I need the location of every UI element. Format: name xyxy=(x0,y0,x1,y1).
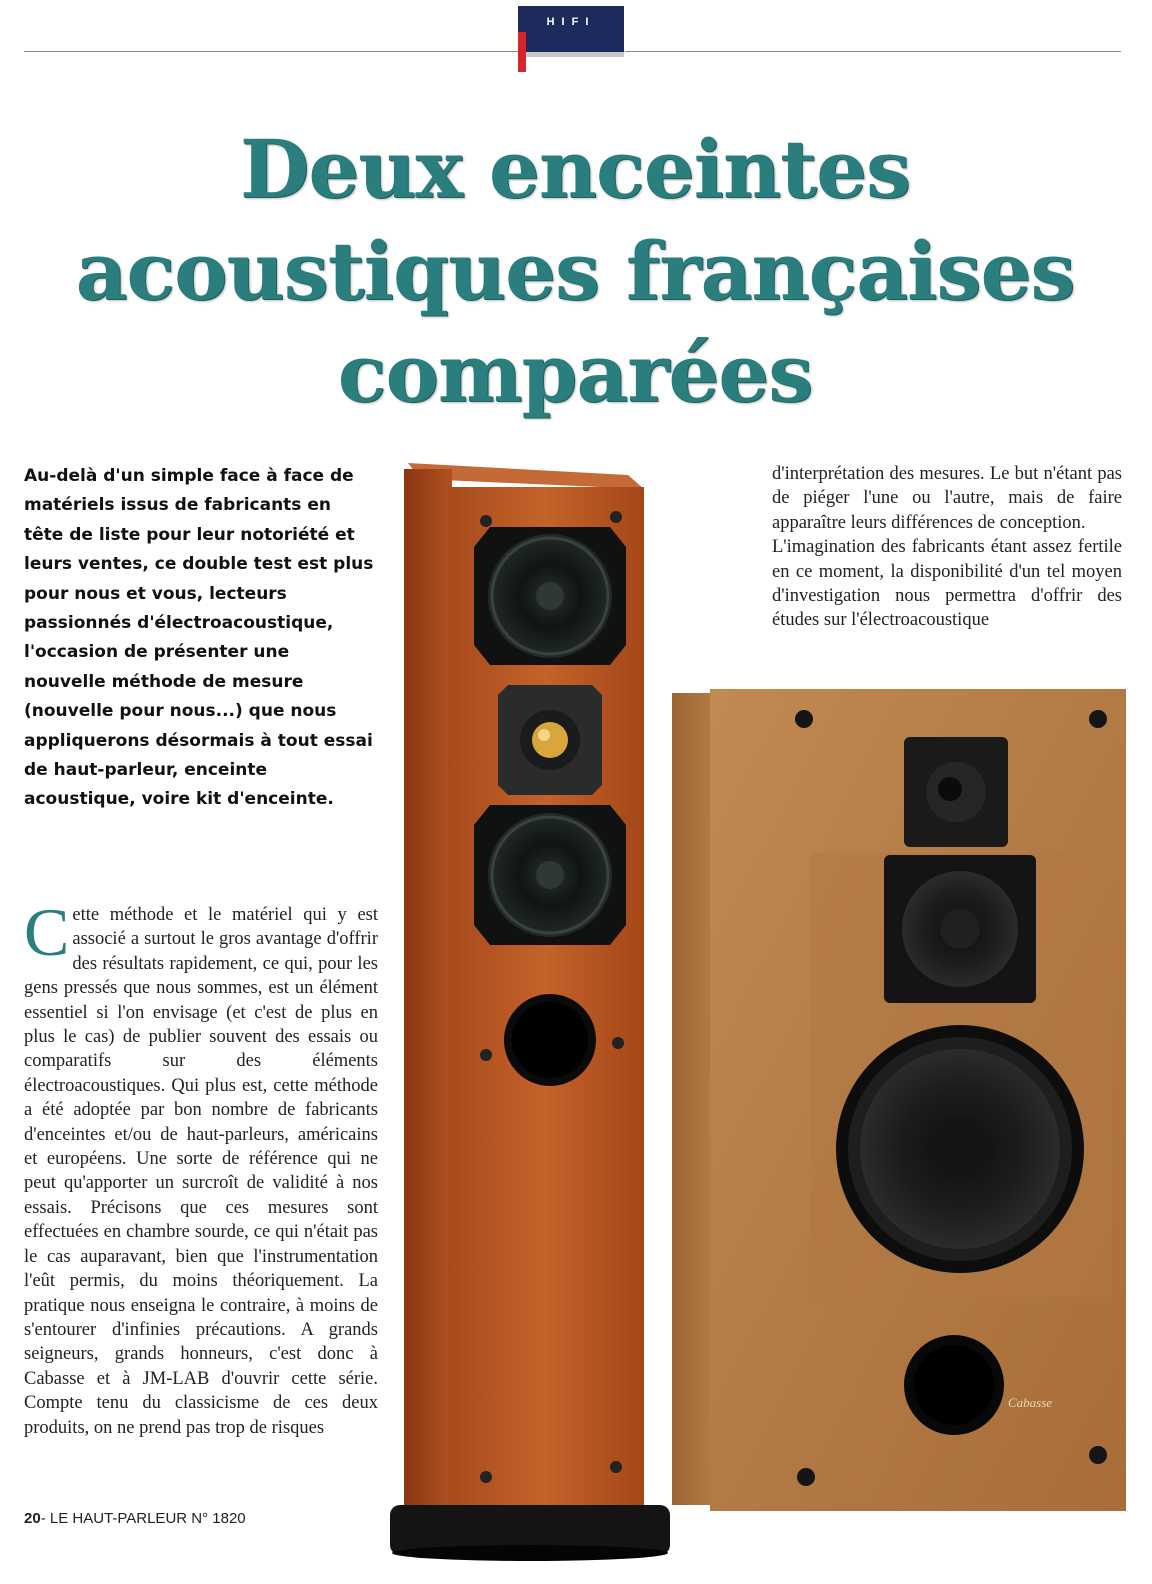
page-footer xyxy=(24,1510,246,1527)
tweeter-cabasse-icon xyxy=(904,737,1008,847)
midrange-cabasse-icon xyxy=(884,855,1036,1003)
header-rule-left xyxy=(24,51,521,52)
section-tag-underline xyxy=(526,52,624,57)
speaker-tall-foot xyxy=(392,1545,668,1561)
body-right-paragraph-1: d'interprétation des mesures. Le but n'étant pas de piéger l'une ou l'autre, mais de faire apparaître leurs différences de conception. xyxy=(772,464,1122,533)
speaker-cabasse-side xyxy=(672,693,712,1505)
speaker-tall-side xyxy=(404,469,452,1519)
section-tag-accent xyxy=(518,32,526,72)
page-number: 20 xyxy=(24,1510,41,1527)
brand-logo-cabasse: Cabasse xyxy=(1008,1395,1053,1410)
title-line-2: acoustiques françaises xyxy=(75,224,1075,318)
section-tag-label: HIFI xyxy=(546,16,596,28)
article-lead: Au-delà d'un simple face à face de matériels issus de fabricants en tête de liste pour leur notoriété et leurs ventes, ce double test est plus pour nous et vous, lecteurs passionnés d'électroacoustique, l'occasion de présenter une nouvelle méthode de mesure (nouvelle pour nous...) que nous appliquerons désormais à tout essai de haut-parleur, enceinte acoustique, voire kit d'enceinte. xyxy=(24,466,374,810)
tweeter-dome-icon xyxy=(498,685,602,795)
midwoofer-lower-icon xyxy=(474,805,626,945)
article-title xyxy=(30,118,1120,424)
speaker-cabasse-photo xyxy=(670,685,1130,1515)
speaker-tall-photo xyxy=(390,455,680,1565)
title-line-1: Deux enceintes xyxy=(239,122,911,216)
body-right-paragraph-2: L'imagination des fabricants étant assez fertile en ce moment, la disponibilité d'un tel moyen d'investigation nous permettra d'offrir des études sur l'électroacoustique xyxy=(772,537,1122,631)
drop-cap: C xyxy=(24,894,70,970)
section-tag-bar xyxy=(518,6,624,52)
title-line-3: comparées xyxy=(337,326,813,420)
article-body-left xyxy=(24,894,378,1440)
header-rule-right xyxy=(625,51,1121,52)
publication-name: - LE HAUT-PARLEUR N° 1820 xyxy=(40,1510,246,1527)
section-tag xyxy=(518,6,624,65)
woofer-cabasse-icon xyxy=(836,1025,1084,1273)
body-left-text: ette méthode et le matériel qui y est associé a surtout le gros avantage d'offrir des résultats rapidement, ce qui, pour les gens pressés que nous sommes, est un élément essentiel si l'on envisage (et c'est de plus en plus le cas) de publier souvent des essais ou comparatifs sur des éléments électroacoustiques. Qui plus est, cette méthode a été adoptée par bon nombre de fabricants d'enceintes et/ou de haut-parleurs, américains et européens. Une sorte de référence qui ne peut qu'apporter un surcroît de validité à nos essais. Précisons que ces mesures sont effectuées en chambre sourde, ce qui n'était pas le cas auparavant, bien que l'instrumentation l'eût permis, du moins théoriquement. La pratique nous enseigna le contraire, à moins de s'entourer d'infinies précautions. A grands seigneurs, grands honneurs, c'est donc à Cabasse et à JM-LAB d'ouvrir cette série. Compte tenu du classicisme de ces deux produits, on ne prend pas trop de risques xyxy=(24,905,378,1438)
midwoofer-upper-icon xyxy=(474,511,626,665)
port-cabasse-icon xyxy=(904,1335,1004,1435)
article-body-right xyxy=(772,462,1122,633)
